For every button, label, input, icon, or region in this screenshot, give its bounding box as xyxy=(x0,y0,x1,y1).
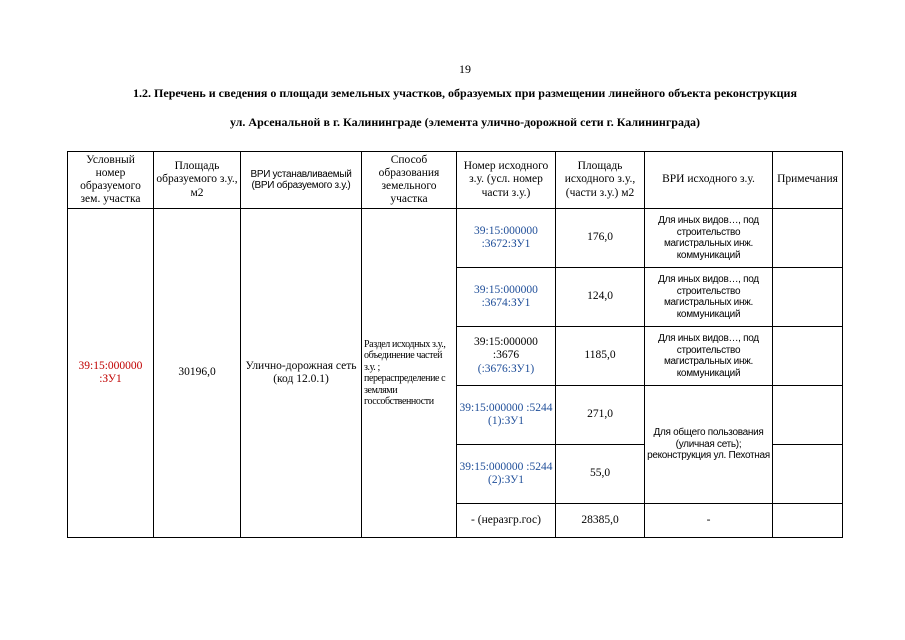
parcel-area-cell: 30196,0 xyxy=(154,209,241,538)
source-area-cell: 176,0 xyxy=(556,209,645,268)
source-area-cell: 1185,0 xyxy=(556,327,645,386)
header-source-vri: ВРИ исходного з.у. xyxy=(645,152,773,209)
header-area: Площадь образуемого з.у., м2 xyxy=(154,152,241,209)
source-number-line: 39:15:000000 xyxy=(474,336,538,349)
page-number: 19 xyxy=(459,62,471,76)
notes-cell xyxy=(773,445,843,504)
notes-cell xyxy=(773,504,843,538)
source-area-cell: 28385,0 xyxy=(556,504,645,538)
source-area-cell: 55,0 xyxy=(556,445,645,504)
source-number-cell: 39:15:000000 :3672:ЗУ1 xyxy=(457,209,556,268)
table-header-row xyxy=(68,152,843,209)
source-number-cell: 39:15:000000 :5244 (2):ЗУ1 xyxy=(457,445,556,504)
header-source-number: Номер исходного з.у. (усл. номер части з.у.) xyxy=(457,152,556,209)
section-subheading: ул. Арсенальной в г. Калининграде (элемента улично-дорожной сети г. Калининграда) xyxy=(229,115,701,129)
source-number-line: :3676 xyxy=(492,349,520,362)
source-vri-cell: - xyxy=(645,504,773,538)
header-method: Способ образования земельного участка xyxy=(362,152,457,209)
header-source-area: Площадь исходного з.у., (части з.у.) м2 xyxy=(556,152,645,209)
notes-cell xyxy=(773,327,843,386)
parcel-vri-cell: Улично-дорожная сеть (код 12.0.1) xyxy=(241,209,362,538)
source-number-line: (:3676:ЗУ1) xyxy=(477,362,535,375)
source-vri-cell: Для иных видов…, под строительство магистральных инж. коммуникаций xyxy=(645,209,773,268)
source-vri-cell: Для иных видов…, под строительство магистральных инж. коммуникаций xyxy=(645,327,773,386)
shared-vri-cell: Для общего пользования (уличная сеть); реконструкция ул. Пехотная xyxy=(645,386,773,504)
table-row xyxy=(68,209,843,268)
notes-cell xyxy=(773,209,843,268)
formation-method-cell: Раздел исходных з.у., объединение частей з.у. ; перераспределение с землями госсобственности xyxy=(362,209,457,538)
source-vri-cell: Для иных видов…, под строительство магистральных инж. коммуникаций xyxy=(645,268,773,327)
source-number-cell: 39:15:000000 :5244 (1):ЗУ1 xyxy=(457,386,556,445)
parcels-table xyxy=(67,151,843,538)
header-parcel-number: Условный номер образуемого зем. участка xyxy=(68,152,154,209)
source-area-cell: 271,0 xyxy=(556,386,645,445)
source-number-cell: 39:15:000000 :3674:ЗУ1 xyxy=(457,268,556,327)
source-area-cell: 124,0 xyxy=(556,268,645,327)
parcel-number-cell: 39:15:000000 :ЗУ1 xyxy=(68,209,154,538)
notes-cell xyxy=(773,268,843,327)
header-vri: ВРИ устанавливаемый (ВРИ образуемого з.у.) xyxy=(241,152,362,209)
header-notes: Примечания xyxy=(773,152,843,209)
notes-cell xyxy=(773,386,843,445)
section-heading: 1.2. Перечень и сведения о площади земельных участков, образуемых при размещении линейного объекта реконструкция xyxy=(133,86,797,100)
source-number-cell xyxy=(457,327,556,386)
source-number-cell: - (неразгр.гос) xyxy=(457,504,556,538)
